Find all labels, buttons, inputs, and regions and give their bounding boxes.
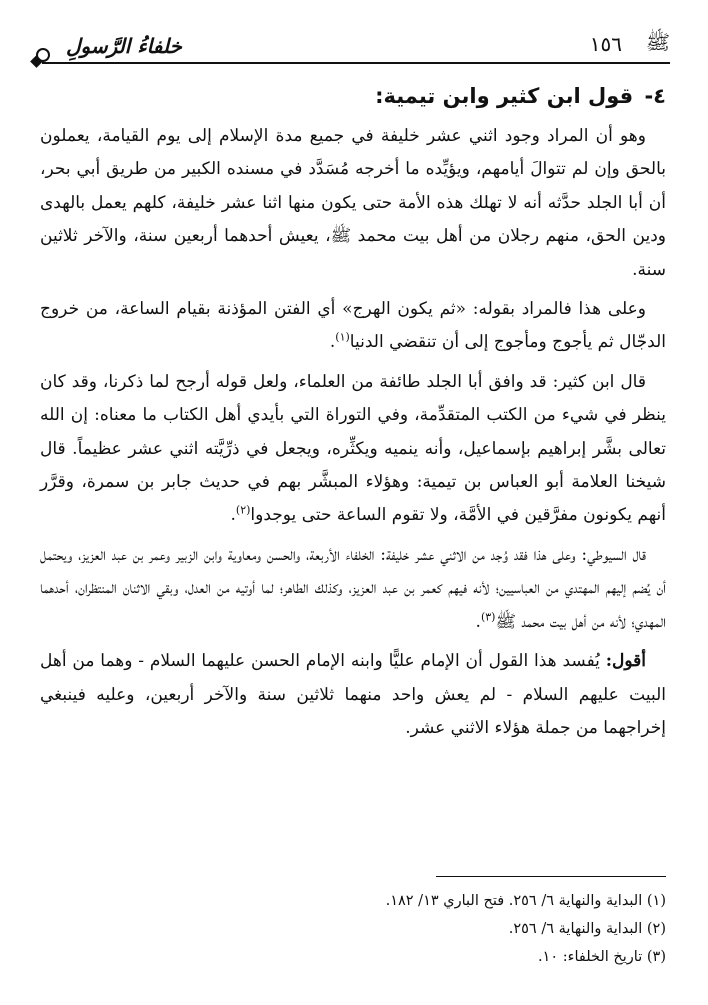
paragraph-text: يُفسد هذا القول أن الإمام عليًّا وابنه الإمام الحسن عليهما السلام - وهما من أهل البيت عليهم السلام - لم يعش واحد منهما ثلاثين سنة والآخر أربعين، وعليه فينبغي إخراجهما من جملة هؤلاء الاثني عشر. <box>40 651 666 738</box>
paragraph-text: قال ابن كثير: قد وافق أبا الجلد طائفة من العلماء، ولعل قوله أرجح لما ذكرنا، وقد كان ينظر في شيء من الكتب المتقدِّمة، وفي التوراة التي بأيدي أهل الكتاب ما معناه: إن الله تعالى بشَّر إبراهيم بإسماعيل، وأنه ينميه ويكثِّره، ويجعل في ذرِّيَّته اثني عشر عظيماً. قال شيخنا العلامة أبو العباس بن تيمية: وهؤلاء المبشَّر بهم في حديث جابر بن سمرة، وقرَّر أنهم يكونون مفرَّقين في الأمَّة، ولا تقوم الساعة حتى يوجدوا <box>40 371 667 526</box>
paragraph-text: وهو أن المراد وجود اثني عشر خليفة في جميع مدة الإسلام إلى يوم القيامة، يعملون بالحق وإن لم تتوالَ أيامهم، ويؤيِّده ما أخرجه مُسَدَّد في مسنده الكبير من طريق أبي بحر، أن أبا الجلد حدَّثه أنه لا تهلك هذه الأمة حتى يكون منها اثنا عشر خليفة، كلهم يعمل بالهدى ودين الحق، منهم رجلان من أهل بيت محمد ﷺ، يعيش أحدهما أربعين سنة، والآخر ثلاثين سنة. <box>40 126 666 280</box>
footnote-2: (٢) البداية والنهاية ٦/ ٢٥٦. <box>508 921 666 937</box>
footnote-ref[interactable]: (١) <box>335 330 350 344</box>
section-title: قول ابن كثير وابن تيمية: <box>375 84 634 108</box>
paragraph-1 <box>40 120 666 287</box>
running-title: خلفاءُ الرَّسولِ <box>66 34 182 58</box>
footnote-ref[interactable]: (٣) <box>480 610 496 624</box>
header-ornament-icon: ﷺ <box>645 30 670 54</box>
paragraph-2: وعلى هذا فالمراد بقوله: «ثم يكون الهرج» أي الفتن المؤذنة بقيام الساعة، من خروج الدجّال ثم يأجوج ومأجوج إلى أن تنقضي الدنيا$^{(١)}$. <box>40 299 666 353</box>
paragraph-text: قال السيوطي: وعلى هذا فقد وُجد من الاثني عشر خليفة: الخلفاء الأربعة، والحسن ومعاوية وابن الزبير وعمر بن عبد العزيز، ويحتمل أن يُضم إليهم المهتدي من العباسيين؛ لأنه فيهم كعمر بن عبد العزيز، وكذلك الطاهر؛ لما أوتيه من العدل، وبقي الاثنان المنتظران، أحدهما المهدي؛ لأنه من أهل بيت محمد ﷺ <box>40 544 666 632</box>
header-rule <box>42 62 670 64</box>
footnotes <box>40 876 666 971</box>
page-number: ١٥٦ <box>589 32 622 56</box>
paragraph-4: قال السيوطي: وعلى هذا فقد وُجد من الاثني عشر خليفة: الخلفاء الأربعة، والحسن ومعاوية وابن الزبير وعمر بن عبد العزيز، ويحتمل أن يُضم إليهم المهتدي من العباسيين؛ لأنه فيهم كعمر بن عبد العزيز، وكذلك الطاهر؛ لما أوتيه من العدل، وبقي الاثنان المنتظران، أحدهما المهدي؛ لأنه من أهل بيت محمد ﷺ$^{(٣)}$. <box>40 544 666 632</box>
paragraph-3: قال ابن كثير: قد وافق أبا الجلد طائفة من العلماء، ولعل قوله أرجح لما ذكرنا، وقد كان ينظر في شيء من الكتب المتقدِّمة، وفي التوراة التي بأيدي أهل الكتاب ما معناه: إن الله تعالى بشَّر إبراهيم بإسماعيل، وأنه ينميه ويكثِّره، ويجعل في ذرِّيَّته اثني عشر عظيماً. قال شيخنا العلامة أبو العباس بن تيمية: وهؤلاء المبشَّر بهم في حديث جابر بن سمرة، وقرَّر أنهم يكونون مفرَّقين في الأمَّة، ولا تقوم الساعة حتى يوجدوا$^{(٢)}$. <box>40 371 667 526</box>
section-number: ٤- <box>644 84 666 108</box>
circle-ornament-icon <box>36 48 50 62</box>
footnote-3: (٣) تاريخ الخلفاء: ١٠. <box>537 949 666 965</box>
main-content <box>40 80 666 745</box>
page-header <box>28 26 670 74</box>
paragraph-5 <box>40 645 666 745</box>
footnote-divider <box>436 876 666 877</box>
section-heading <box>375 80 666 112</box>
paragraph-text: وعلى هذا فالمراد بقوله: «ثم يكون الهرج» أي الفتن المؤذنة بقيام الساعة، من خروج الدجّال ثم يأجوج ومأجوج إلى أن تنقضي الدنيا <box>40 299 666 353</box>
footnote-ref[interactable]: (٢) <box>235 503 251 517</box>
paragraph-lead: أقول: <box>605 651 646 672</box>
footnote-1: (١) البداية والنهاية ٦/ ٢٥٦. فتح الباري ١٣/ ١٨٢. <box>385 893 666 909</box>
